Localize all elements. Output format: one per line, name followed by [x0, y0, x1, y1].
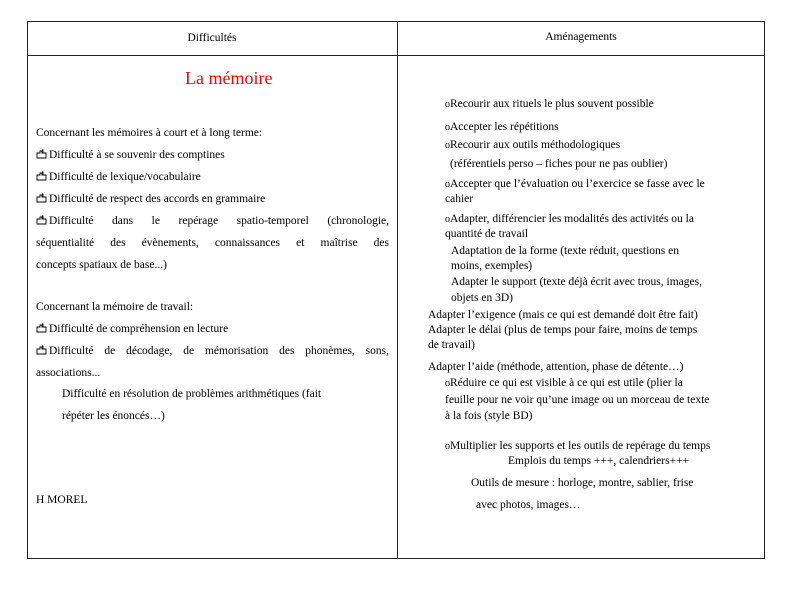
circle-bullet-icon: o [445, 122, 450, 133]
author-name: H MOREL [36, 494, 88, 506]
hand-pointing-icon [36, 171, 48, 181]
amenagement-line: oAccepter que l’évaluation ou l’exercice se fasse avec le [445, 178, 705, 190]
amenagement-line: Emplois du temps +++, calendriers+++ [508, 455, 690, 467]
amenagement-line: oMultiplier les supports et les outils de repérage du temps [445, 440, 711, 452]
amenagement-line: Adaptation de la forme (texte réduit, questions en [451, 245, 680, 257]
header-divider [27, 55, 765, 56]
amenagement-line: quantité de travail [445, 228, 529, 240]
header-difficultes: Difficultés [187, 32, 237, 44]
amenagement-line: de travail) [428, 339, 475, 351]
amenagement-line: Adapter le support (texte déjà écrit avec trous, images, [451, 276, 702, 288]
list-item: Difficulté à se souvenir des comptines [36, 148, 225, 162]
indented-item-continuation: répéter les énoncés…) [62, 410, 165, 422]
list-item-continuation: concepts spatiaux de base...) [36, 259, 167, 271]
list-item: Difficulté de décodage, de mémorisation des phonèmes, sons, [36, 344, 389, 358]
amenagement-line: moins, exemples) [451, 260, 533, 272]
list-item-continuation: séquentialité des évènements, connaissances et maîtrise des [36, 237, 389, 249]
list-item-continuation: associations... [36, 367, 101, 379]
list-item: Difficulté de respect des accords en grammaire [36, 192, 265, 206]
circle-bullet-icon: o [445, 441, 450, 452]
amenagement-line: cahier [445, 193, 474, 205]
column-divider [397, 21, 398, 559]
indented-item: Difficulté en résolution de problèmes arithmétiques (fait [62, 388, 322, 400]
amenagement-line: oAccepter les répétitions [445, 121, 559, 133]
circle-bullet-icon: o [445, 378, 450, 389]
amenagement-line: Outils de mesure : horloge, montre, sablier, frise [471, 477, 694, 489]
circle-bullet-icon: o [445, 140, 450, 151]
amenagement-line: oAdapter, différencier les modalités des activités ou la [445, 213, 694, 225]
section-heading-long-term: Concernant les mémoires à court et à long terme: [36, 127, 263, 139]
amenagement-line: Adapter le délai (plus de temps pour faire, moins de temps [428, 324, 698, 336]
circle-bullet-icon: o [445, 99, 450, 110]
list-item: Difficulté de compréhension en lecture [36, 322, 228, 336]
hand-pointing-icon [36, 149, 48, 159]
circle-bullet-icon: o [445, 179, 450, 190]
section-heading-working-memory: Concernant la mémoire de travail: [36, 301, 194, 313]
list-item: Difficulté dans le repérage spatio-temporel (chronologie, [36, 214, 389, 228]
list-item: Difficulté de lexique/vocabulaire [36, 170, 201, 184]
amenagement-line: oRéduire ce qui est visible à ce qui est utile (plier la [445, 377, 683, 389]
hand-pointing-icon [36, 323, 48, 333]
amenagement-line: Adapter l’exigence (mais ce qui est demandé doit être fait) [428, 309, 698, 321]
header-amenagements: Aménagements [545, 31, 617, 43]
amenagement-line: oRecourir aux rituels le plus souvent possible [445, 98, 654, 110]
hand-pointing-icon [36, 215, 48, 225]
circle-bullet-icon: o [445, 214, 450, 225]
amenagement-line: à la fois (style BD) [445, 410, 533, 422]
amenagement-line: (référentiels perso – fiches pour ne pas oublier) [450, 158, 668, 170]
amenagement-line: feuille pour ne voir qu’une image ou un morceau de texte [445, 394, 710, 406]
amenagement-line: avec photos, images… [476, 499, 581, 511]
amenagement-line: objets en 3D) [451, 292, 513, 304]
amenagement-line: oRecourir aux outils méthodologiques [445, 139, 621, 151]
section-title: La mémoire [185, 68, 273, 88]
hand-pointing-icon [36, 345, 48, 355]
amenagement-line: Adapter l’aide (méthode, attention, phase de détente…) [428, 361, 684, 373]
hand-pointing-icon [36, 193, 48, 203]
